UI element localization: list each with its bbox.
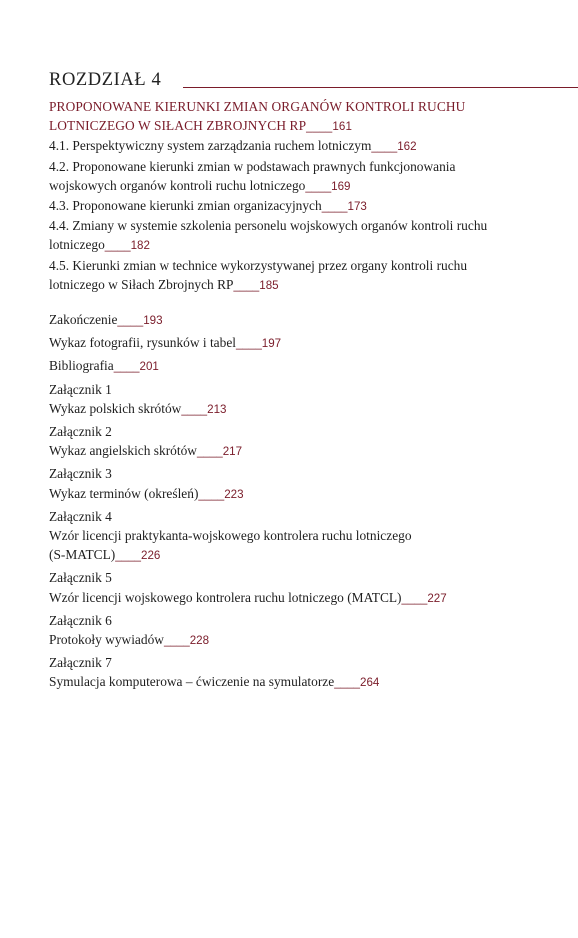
entry-line: [49, 484, 559, 504]
entry-text: Wykaz fotografii, rysunków i tabel: [49, 335, 236, 351]
chapter-header: [49, 70, 578, 94]
appendix-heading: Załącznik 4: [49, 508, 112, 524]
entry-text: Wykaz polskich skrótów: [49, 400, 182, 416]
back-matter-entry: [49, 568, 559, 607]
section-entry: [49, 256, 559, 295]
page-number: 217: [222, 445, 243, 459]
leader-dash: ____: [306, 120, 333, 134]
page-number: 193: [143, 314, 163, 328]
page-number: 185: [259, 278, 279, 292]
entry-line: [49, 256, 559, 275]
entry-line: [49, 136, 559, 156]
chapter-title-text: LOTNICZEGO W SIŁACH ZBROJNYCH RP: [49, 118, 307, 134]
back-matter-entry: [49, 653, 559, 692]
appendix-heading: Załącznik 1: [49, 381, 112, 397]
back-matter-entry: [49, 380, 559, 419]
entry-text: lotniczego: [49, 237, 105, 253]
leader-dash: ____: [117, 314, 144, 328]
entry-line: [49, 672, 559, 692]
entry-text: Symulacja komputerowa – ćwiczenie na symulatorze: [49, 674, 335, 690]
entry-line: [49, 630, 559, 650]
entry-text: wojskowych organów kontroli ruchu lotniczego: [49, 177, 306, 193]
back-matter-entry: [49, 422, 559, 461]
page-number: 264: [360, 676, 380, 690]
appendix-heading: Załącznik 3: [49, 466, 112, 482]
entry-line: [49, 399, 559, 419]
page-number: 223: [224, 487, 244, 501]
page-number: 226: [141, 549, 161, 563]
entry-line: [49, 356, 559, 376]
appendix-heading: Załącznik 7: [49, 655, 112, 671]
section-entry: [49, 196, 559, 216]
back-matter-entry: [49, 356, 559, 376]
spacer: [49, 295, 559, 310]
leader-dash: ____: [371, 140, 398, 154]
leader-dash: ____: [401, 591, 428, 605]
entry-text: Wzór licencji praktykanta-wojskowego kontrolera ruchu lotniczego: [49, 528, 412, 544]
section-list: [49, 136, 559, 295]
section-entry: [49, 157, 559, 196]
back-matter-entry: [49, 310, 559, 330]
entry-text: 4.4. Zmiany w systemie szkolenia personelu wojskowych organów kontroli ruchu: [49, 218, 488, 234]
back-matter-entry: [49, 611, 559, 650]
page-number: 182: [130, 239, 150, 253]
leader-dash: ____: [321, 200, 348, 214]
page-number: 213: [207, 402, 227, 416]
page-number: 197: [261, 337, 282, 351]
page-number: 169: [331, 179, 351, 193]
chapter-title-line-1: PROPONOWANE KIERUNKI ZMIAN ORGANÓW KONTROLI RUCHU: [49, 99, 466, 114]
leader-dash: ____: [163, 634, 190, 648]
entry-line: [49, 545, 559, 565]
entry-line: [49, 441, 559, 461]
back-matter-list: [49, 310, 559, 693]
section-entry: [49, 136, 559, 156]
page-number: 173: [347, 200, 367, 214]
entry-text: 4.5. Kierunki zmian w technice wykorzystywanej przez organy kontroli ruchu: [49, 257, 468, 273]
leader-dash: ____: [235, 337, 262, 351]
entry-line: [49, 526, 559, 545]
entry-line: [49, 176, 559, 196]
entry-text: 4.3. Proponowane kierunki zmian organizacyjnych: [49, 198, 322, 214]
entry-text: 4.2. Proponowane kierunki zmian w podstawach prawnych funkcjonowania: [49, 158, 456, 174]
leader-dash: ____: [113, 360, 140, 374]
back-matter-entry: [49, 333, 559, 353]
back-matter-entry: [49, 464, 559, 503]
page-number: 162: [397, 140, 417, 154]
entry-line: [49, 216, 559, 235]
leader-dash: ____: [181, 402, 208, 416]
appendix-heading: Załącznik 2: [49, 424, 112, 440]
chapter-label: ROZDZIAŁ 4: [49, 70, 162, 90]
entry-line: [49, 196, 559, 216]
leader-dash: ____: [334, 676, 360, 690]
leader-dash: ____: [198, 487, 225, 501]
entry-text: Bibliografia: [49, 358, 114, 374]
page-number: 161: [332, 120, 352, 134]
entry-text: Wykaz terminów (określeń): [49, 485, 199, 501]
chapter-title-line-2: [49, 116, 559, 136]
entry-text: (S-MATCL): [49, 547, 116, 563]
page-number: 228: [189, 634, 210, 648]
leader-dash: ____: [196, 445, 223, 459]
entry-text: Zakończenie: [49, 312, 118, 328]
leader-dash: ____: [115, 549, 142, 563]
entry-line: [49, 588, 559, 608]
entry-text: Wzór licencji wojskowego kontrolera ruchu lotniczego (MATCL): [49, 589, 402, 605]
entry-text: Protokoły wywiadów: [49, 632, 164, 648]
entry-text: lotniczego w Siłach Zbrojnych RP: [49, 276, 234, 292]
entry-line: [49, 275, 559, 295]
leader-dash: ____: [104, 239, 131, 253]
appendix-heading: Załącznik 5: [49, 570, 112, 586]
leader-dash: ____: [305, 179, 332, 193]
entry-text: 4.1. Perspektywiczny system zarządzania ruchem lotniczym: [49, 138, 372, 154]
page-number: 201: [139, 360, 159, 374]
entry-line: [49, 310, 559, 330]
chapter-rule: [183, 87, 578, 88]
entry-line: [49, 235, 559, 255]
entry-line: [49, 157, 559, 176]
section-entry: [49, 216, 559, 255]
table-of-contents: [49, 97, 559, 696]
entry-line: [49, 333, 559, 353]
page-number: 227: [427, 591, 447, 605]
entry-text: Wykaz angielskich skrótów: [49, 443, 197, 459]
back-matter-entry: [49, 507, 559, 566]
leader-dash: ____: [233, 278, 260, 292]
appendix-heading: Załącznik 6: [49, 612, 112, 628]
